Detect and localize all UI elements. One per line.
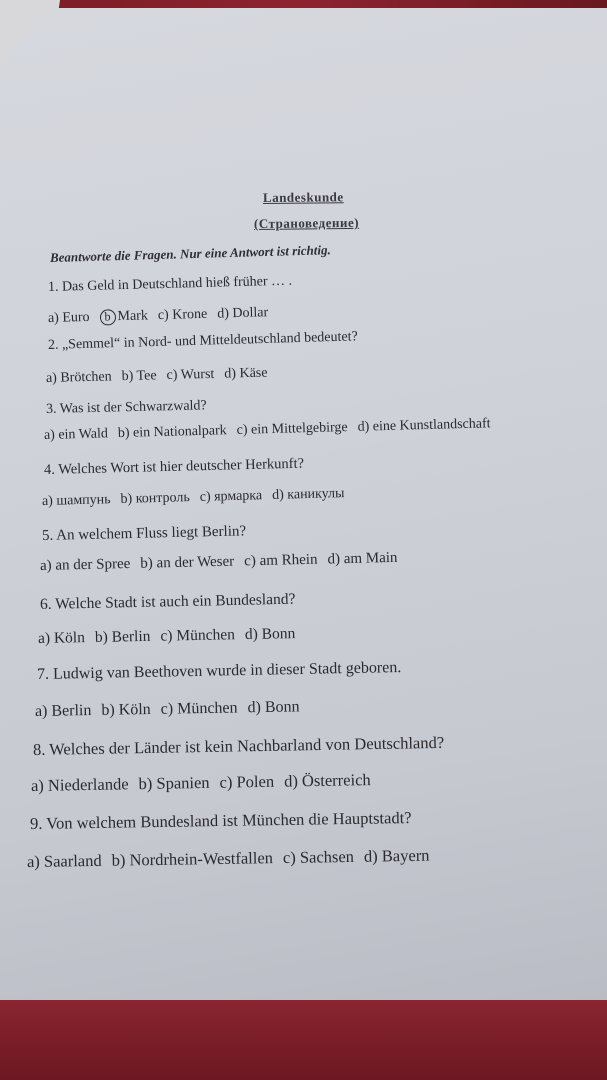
- option-a: a) Niederlande: [30, 774, 129, 795]
- question-2: 2. „Semmel“ in Nord- und Mitteldeutschland bedeutet?: [47, 329, 358, 353]
- question-7: 7. Ludwig van Beethoven wurde in dieser Stadt geboren.: [36, 659, 402, 683]
- option-c: c) Sachsen: [282, 846, 355, 867]
- option-a: a) an der Spree: [39, 555, 131, 574]
- option-c: c) München: [160, 699, 238, 718]
- question-6-options: [38, 625, 296, 648]
- question-4-options: [42, 486, 345, 510]
- option-c: c) ярмарка: [199, 488, 263, 505]
- option-c: c) Polen: [219, 771, 275, 792]
- option-d: d) каникулы: [271, 486, 345, 503]
- instruction-text: Beantworte die Fragen. Nur eine Antwort ist richtig.: [49, 242, 331, 265]
- option-d: d) Dollar: [217, 305, 269, 322]
- question-8-options: [31, 770, 371, 796]
- question-6: 6. Welche Stadt ist auch ein Bundesland?: [39, 590, 296, 613]
- question-8: 8. Welches der Länder ist kein Nachbarland von Deutschland?: [32, 732, 445, 759]
- option-b-circled: [99, 308, 148, 325]
- question-1-options: [48, 305, 269, 327]
- option-d: d) am Main: [327, 549, 398, 568]
- option-a: a) Euro: [47, 309, 90, 326]
- option-b: b) ein Nationalpark: [117, 423, 227, 442]
- question-7-options: [35, 698, 300, 721]
- option-a: a) ein Wald: [43, 426, 109, 443]
- option-a: a) Berlin: [34, 702, 92, 720]
- option-c: c) am Rhein: [244, 551, 318, 570]
- question-5: 5. An welchem Fluss liegt Berlin?: [41, 523, 247, 544]
- option-b: b) Köln: [101, 700, 151, 719]
- question-1: 1. Das Geld in Deutschland hieß früher … .: [47, 273, 293, 295]
- question-2-options: [46, 366, 268, 387]
- option-d: d) Bonn: [244, 625, 296, 644]
- option-a: a) Brötchen: [45, 369, 112, 386]
- question-4: 4. Welches Wort ist hier deutscher Herkunft?: [43, 455, 305, 478]
- question-3-options: [44, 416, 491, 444]
- option-b: b) Spanien: [138, 772, 210, 794]
- question-9: 9. Von welchem Bundesland ist München die Hauptstadt?: [29, 808, 412, 833]
- option-c: c) München: [160, 626, 236, 645]
- option-a: a) Köln: [37, 629, 86, 647]
- circled-mark: b: [99, 309, 115, 325]
- question-9-options: [27, 846, 430, 872]
- option-d: d) Bayern: [363, 845, 430, 866]
- option-d: d) Österreich: [283, 770, 371, 791]
- question-5-options: [40, 550, 398, 575]
- option-d: d) Bonn: [247, 698, 300, 717]
- option-d: d) Käse: [224, 365, 268, 382]
- option-d: d) eine Kunstlandschaft: [357, 416, 491, 435]
- option-c: c) Wurst: [166, 366, 215, 384]
- option-a: a) шампунь: [41, 492, 111, 509]
- option-b: b) контроль: [120, 490, 190, 507]
- question-3: 3. Was ist der Schwarzwald?: [45, 398, 207, 417]
- option-c: c) Krone: [157, 306, 208, 324]
- option-b: b) an der Weser: [140, 553, 235, 572]
- option-b: b) Nordrhein-Westfallen: [111, 848, 274, 870]
- document-title: Landeskunde: [262, 189, 344, 205]
- option-b: b) Berlin: [94, 627, 151, 646]
- option-b-label: Mark: [117, 308, 149, 325]
- option-b: b) Tee: [121, 368, 157, 385]
- option-a: a) Saarland: [26, 850, 102, 871]
- option-c: c) ein Mittelgebirge: [236, 420, 348, 438]
- document-subtitle: (Страноведение): [253, 214, 360, 231]
